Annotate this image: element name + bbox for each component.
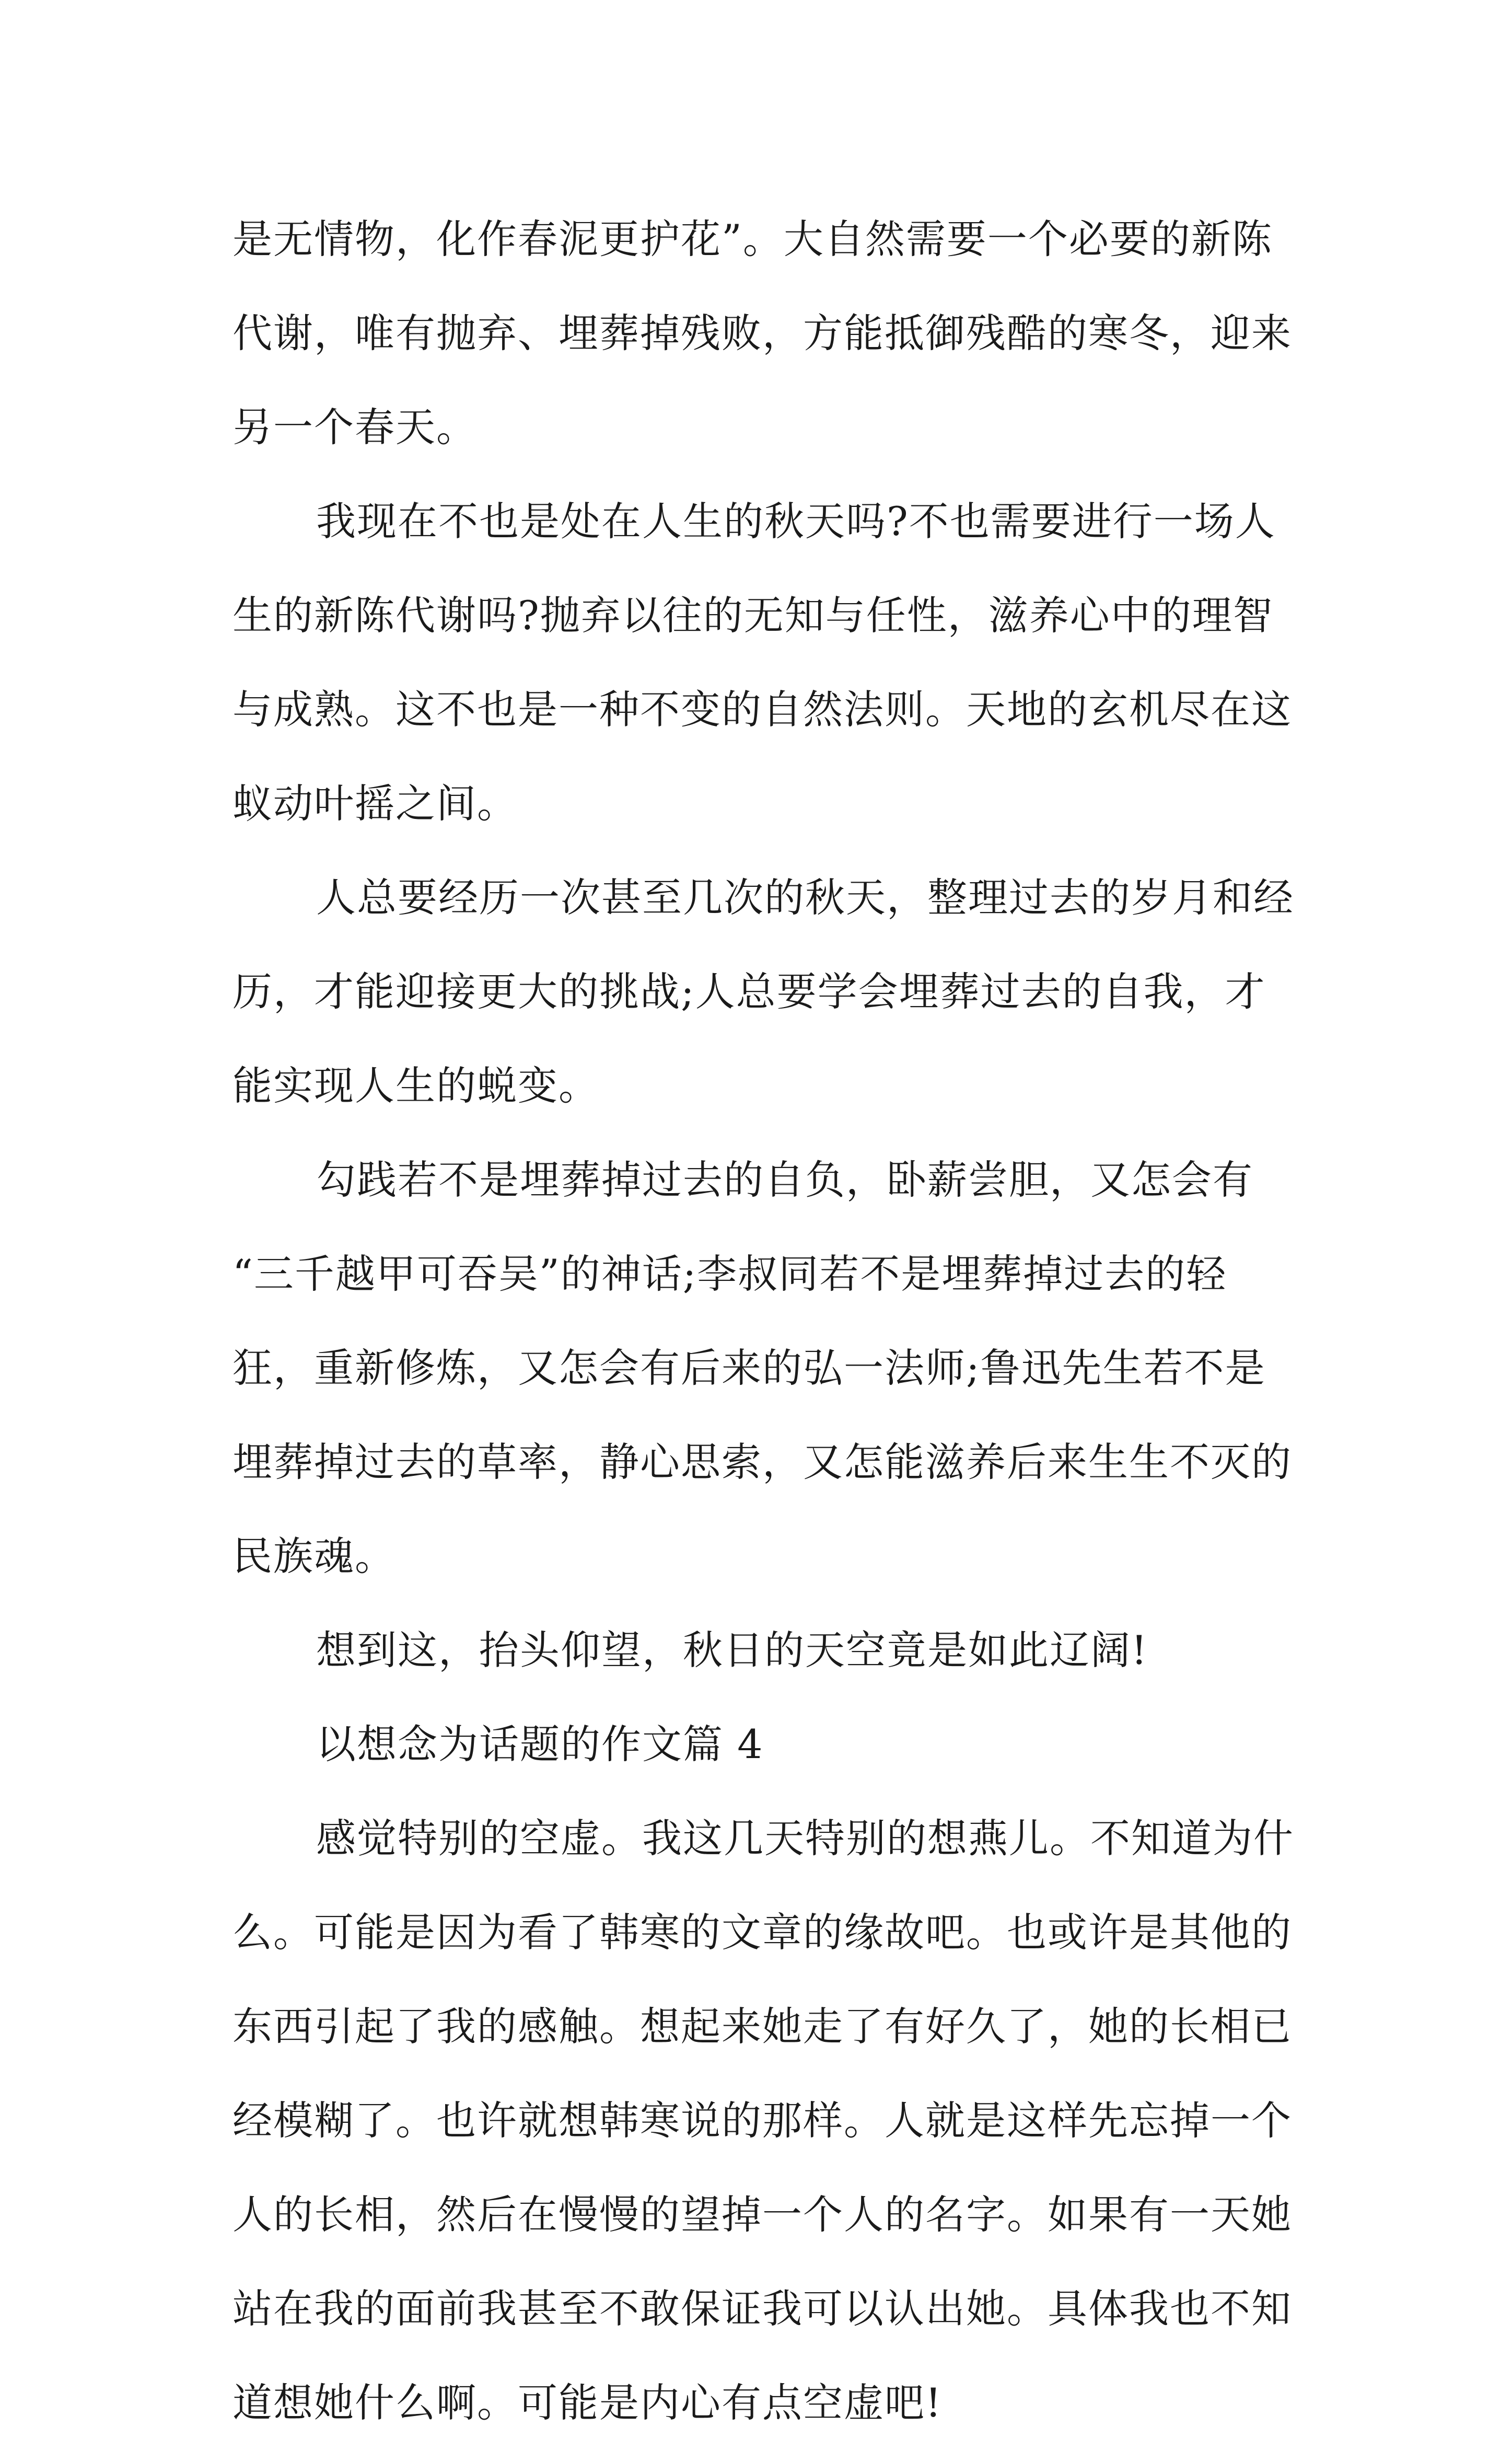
text-line: 蚁动叶摇之间。 [232,780,518,827]
text-line: 勾践若不是埋葬掉过去的自负，卧薪尝胆，又怎会有 [316,1157,1253,1203]
text-line: 能实现人生的蜕变。 [232,1062,599,1109]
text-line: 以想念为话题的作文篇 4 [316,1721,764,1767]
text-line: 与成熟。这不也是一种不变的自然法则。天地的玄机尽在这 [232,686,1292,733]
text-line: 人总要经历一次甚至几次的秋天，整理过去的岁月和经 [316,874,1294,921]
text-line: 感觉特别的空虚。我这几天特别的想燕儿。不知道为什 [316,1815,1294,1862]
text-line: 代谢，唯有抛弃、埋葬掉残败，方能抵御残酷的寒冬，迎来 [232,310,1292,356]
text-line: 我现在不也是处在人生的秋天吗?不也需要进行一场人 [316,498,1276,545]
text-line: 埋葬掉过去的草率，静心思索，又怎能滋养后来生生不灭的 [232,1439,1292,1485]
text-line: 站在我的面前我甚至不敢保证我可以认出她。具体我也不知 [232,2285,1292,2332]
text-line: “三千越甲可吞吴”的神话;李叔同若不是埋葬掉过去的轻 [232,1251,1227,1297]
text-line: 生的新陈代谢吗?抛弃以往的无知与任性，滋养心中的理智 [232,592,1274,639]
text-line: 想到这，抬头仰望，秋日的天空竟是如此辽阔! [316,1627,1148,1673]
text-line: 经模糊了。也许就想韩寒说的那样。人就是这样先忘掉一个 [232,2097,1292,2144]
text-line: 东西引起了我的感触。想起来她走了有好久了，她的长相已 [232,2003,1292,2050]
text-line: 民族魂。 [232,1533,396,1579]
text-line: 另一个春天。 [232,404,477,450]
text-line: 么。可能是因为看了韩寒的文章的缘故吧。也或许是其他的 [232,1909,1292,1956]
text-line: 人的长相，然后在慢慢的望掉一个人的名字。如果有一天她 [232,2191,1292,2238]
document-body [232,192,1298,2450]
text-line: 历，才能迎接更大的挑战;人总要学会埋葬过去的自我，才 [232,968,1266,1015]
text-line: 狂，重新修炼，又怎会有后来的弘一法师;鲁迅先生若不是 [232,1345,1266,1391]
text-line: 是无情物，化作春泥更护花”。大自然需要一个必要的新陈 [232,216,1273,262]
text-line: 道想她什么啊。可能是内心有点空虚吧! [232,2379,943,2426]
